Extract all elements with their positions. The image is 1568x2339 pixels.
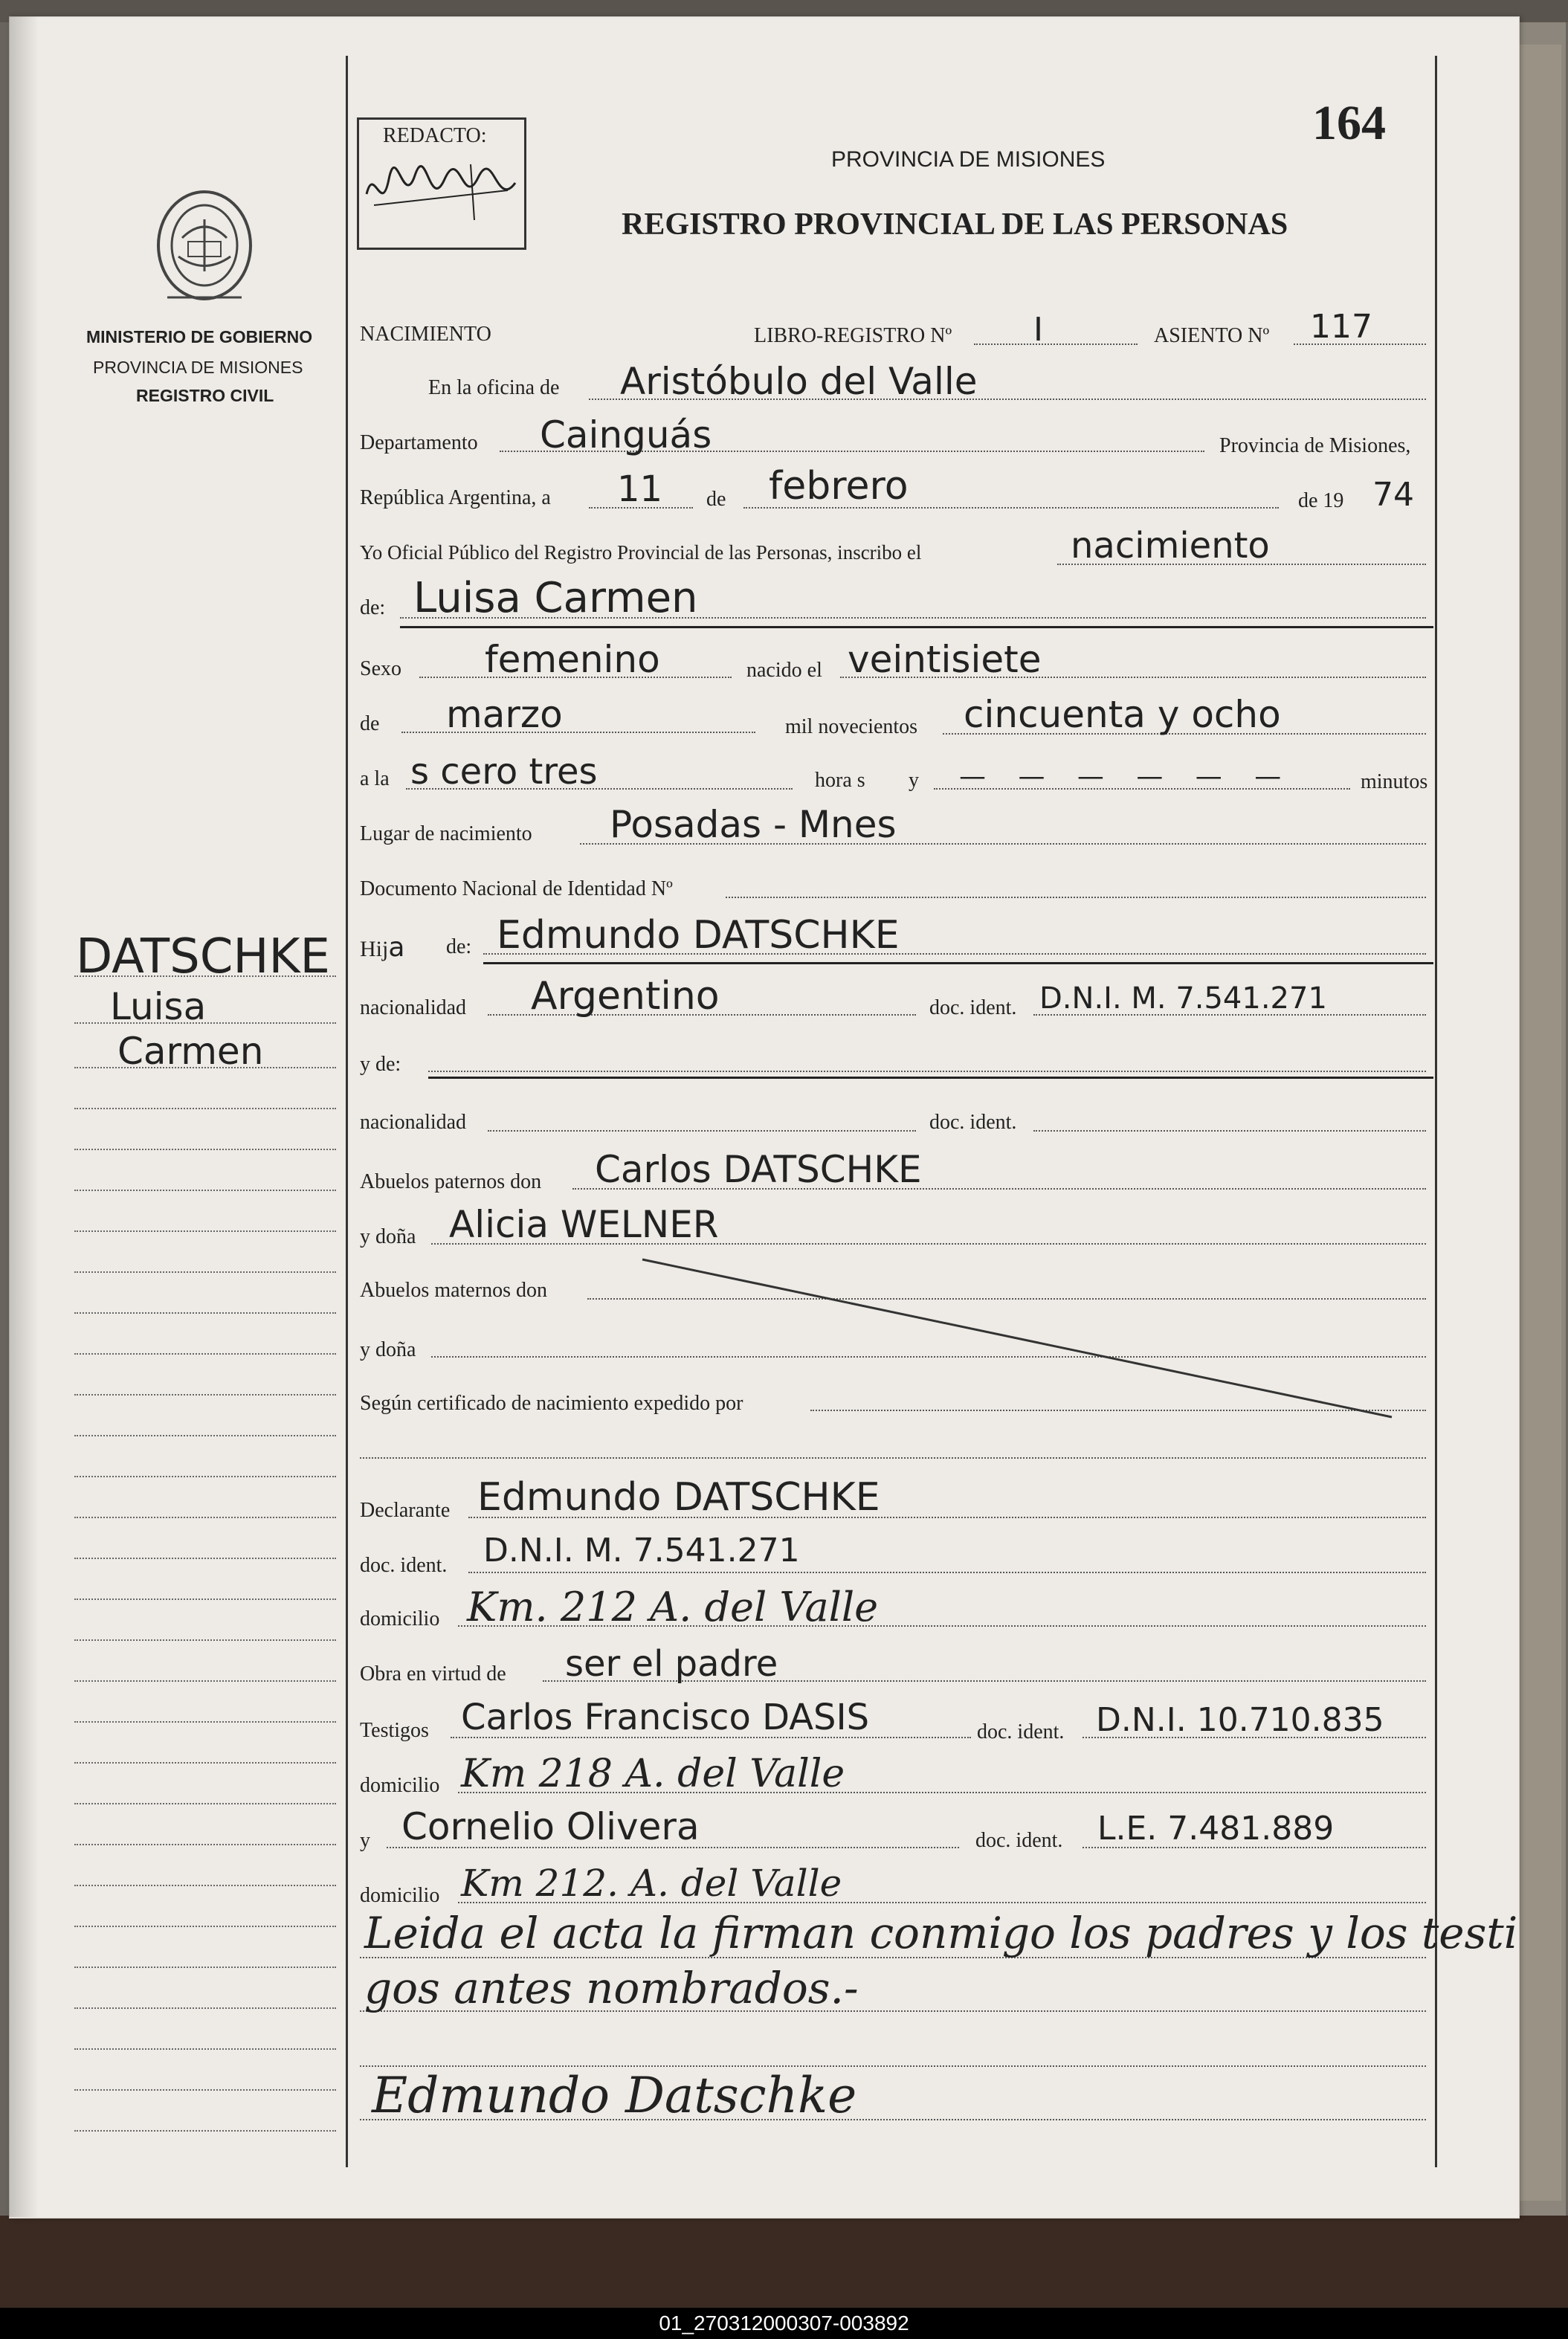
doc-declarante-value: D.N.I. M. 7.541.271	[483, 1532, 800, 1569]
hijo-de-label: de:	[446, 935, 472, 958]
margin-line	[74, 1312, 336, 1314]
margin-line	[74, 1067, 336, 1068]
testigo1-value: Carlos Francisco DASIS	[461, 1697, 870, 1738]
domicilio-declarante-value: Km. 212 A. del Valle	[467, 1584, 879, 1630]
anio-label: de 19	[1298, 489, 1344, 512]
nombre-de-label: de:	[360, 596, 386, 619]
ala-label: a la	[360, 767, 390, 790]
margin-line	[74, 2130, 336, 2132]
margin-line	[74, 1022, 336, 1024]
header-province: PROVINCIA DE MISIONES	[831, 147, 1106, 172]
firma-signature: Edmundo Datschke	[372, 2067, 857, 2124]
testigos-label: Testigos	[360, 1719, 429, 1742]
nacido-label: nacido el	[746, 659, 822, 682]
nacionalidad-padre-label: nacionalidad	[360, 996, 467, 1019]
hijo-suffix: a	[388, 932, 405, 963]
testigo2-dom-value: Km 212. A. del Valle	[461, 1862, 842, 1905]
asiento-value: 117	[1310, 308, 1372, 346]
page-number: 164	[1312, 96, 1386, 150]
testigo2-y-label: y	[360, 1829, 370, 1852]
testigo2-doc-label: doc. ident.	[975, 1829, 1063, 1852]
margin-line	[74, 1803, 336, 1804]
madre-label: y de:	[360, 1053, 401, 1076]
margin-line	[74, 1149, 336, 1150]
madre-underline	[428, 1077, 1433, 1079]
obra-label: Obra en virtud de	[360, 1662, 506, 1685]
hijo-label-text: Hij	[360, 937, 389, 961]
margin-line	[74, 1926, 336, 1927]
margin-line	[74, 1885, 336, 1886]
ministry-line3: REGISTRO CIVIL	[136, 386, 274, 405]
declarante-value: Edmundo DATSCHKE	[477, 1475, 880, 1520]
abuelos-mat-label: Abuelos maternos don	[360, 1279, 547, 1302]
y-min-label: y	[909, 769, 919, 792]
mes-value: febrero	[769, 464, 909, 509]
horas-label: hora s	[815, 769, 865, 792]
margin-line	[74, 1598, 336, 1600]
margin-line	[74, 2048, 336, 2050]
testigo2-value: Cornelio Olivera	[401, 1805, 700, 1848]
redacto-box	[357, 117, 526, 250]
leida-line2: gos antes nombrados.-	[364, 1963, 859, 2013]
abuelos-pat-label: Abuelos paternos don	[360, 1170, 542, 1193]
margin-line	[74, 1190, 336, 1191]
testigo2-doc-value: L.E. 7.481.889	[1097, 1810, 1335, 1848]
lugar-label: Lugar de nacimiento	[360, 822, 532, 845]
minutos-label: minutos	[1361, 770, 1428, 793]
doc-padre-label: doc. ident.	[929, 996, 1017, 1019]
minutos-value: — — — — — —	[959, 761, 1294, 792]
margin-name1: Luisa	[110, 985, 207, 1028]
madre-line	[428, 1071, 1426, 1072]
mil-label: mil novecientos	[785, 715, 918, 738]
margin-line	[74, 1639, 336, 1641]
sexo-label: Sexo	[360, 657, 401, 680]
margin-line	[74, 1435, 336, 1436]
ministry-line2: PROVINCIA DE MISIONES	[93, 358, 303, 377]
testigo2-dom-label: domicilio	[360, 1884, 440, 1907]
hijo-label	[360, 932, 404, 963]
oficina-value: Aristóbulo del Valle	[620, 360, 978, 403]
margin-line	[74, 975, 336, 977]
redacto-label: REDACTO:	[383, 124, 487, 147]
margin-line	[74, 1476, 336, 1477]
margin-line	[74, 2089, 336, 2091]
lugar-value: Posadas - Mnes	[610, 803, 897, 846]
margin-line	[74, 1517, 336, 1518]
margin-line	[74, 1967, 336, 1968]
mes-nac-value: marzo	[446, 693, 563, 736]
anio-value: 74	[1372, 476, 1414, 514]
segun-label: Según certificado de nacimiento expedido por	[360, 1392, 743, 1415]
spine-shadow	[9, 16, 39, 2217]
left-margin-rule	[346, 56, 348, 2167]
image-caption: 01_270312000307-003892	[659, 2311, 909, 2335]
header-registry: REGISTRO PROVINCIAL DE LAS PERSONAS	[622, 207, 1288, 242]
hora-value: s cero tres	[410, 751, 598, 793]
testigo1-doc-value: D.N.I. 10.710.835	[1096, 1701, 1384, 1739]
oficina-label: En la oficina de	[428, 376, 560, 399]
departamento-label: Departamento	[360, 431, 478, 454]
testigo1-doc-label: doc. ident.	[977, 1720, 1065, 1743]
nombre-value: Luisa Carmen	[413, 574, 698, 622]
margin-line	[74, 1394, 336, 1396]
abuela-pat-label: y doña	[360, 1225, 416, 1248]
domicilio-declarante-label: domicilio	[360, 1607, 440, 1630]
margin-line	[74, 1353, 336, 1355]
abuela-pat-value: Alicia WELNER	[449, 1203, 719, 1246]
margin-name2: Carmen	[117, 1030, 264, 1073]
obra-value: ser el padre	[565, 1643, 778, 1685]
libro-line	[974, 343, 1138, 345]
desk-background-bottom	[0, 2216, 1568, 2308]
province-seal-icon	[152, 186, 257, 305]
libro-value: I	[1033, 311, 1043, 349]
margin-line	[74, 1680, 336, 1682]
doc-madre-label: doc. ident.	[929, 1111, 1017, 1134]
abuela-mat-label: y doña	[360, 1338, 416, 1361]
oficial-label: Yo Oficial Público del Registro Provincial de las Personas, inscribo el	[360, 541, 922, 564]
margin-line	[74, 1558, 336, 1559]
margin-line	[74, 2007, 336, 2009]
padre-underline	[483, 962, 1433, 964]
margin-line	[74, 1271, 336, 1273]
padre-value: Edmundo DATSCHKE	[497, 913, 900, 958]
redacto-signature	[359, 149, 524, 239]
segun-line-2	[360, 1457, 1426, 1459]
asiento-label: ASIENTO Nº	[1154, 324, 1270, 347]
margin-surname: DATSCHKE	[76, 929, 330, 984]
nacionalidad-madre-label: nacionalidad	[360, 1111, 467, 1134]
book-edge-cloth	[1517, 45, 1561, 2201]
provincia-label: Provincia de Misiones,	[1219, 434, 1411, 457]
margin-line	[74, 1721, 336, 1723]
margin-line	[74, 1108, 336, 1109]
nombre-underline	[400, 626, 1433, 628]
margin-line	[74, 1230, 336, 1232]
declarante-label: Declarante	[360, 1499, 451, 1522]
anio-nac-value: cincuenta y ocho	[964, 693, 1281, 736]
testigo1-dom-value: Km 218 A. del Valle	[461, 1752, 845, 1796]
abuelo-pat-value: Carlos DATSCHKE	[595, 1148, 922, 1191]
sexo-value: femenino	[485, 638, 660, 681]
doc-declarante-label: doc. ident.	[360, 1554, 448, 1577]
margin-line	[74, 1844, 336, 1845]
dia-value: 11	[617, 468, 663, 510]
nacido-value: veintisiete	[848, 638, 1042, 681]
departamento-value: Cainguás	[540, 413, 712, 456]
testigo1-dom-label: domicilio	[360, 1774, 440, 1797]
nacionalidad-padre-value: Argentino	[531, 974, 720, 1019]
libro-label: LIBRO-REGISTRO Nº	[754, 324, 952, 347]
dni-label: Documento Nacional de Identidad Nº	[360, 877, 673, 900]
mes-nac-de-label: de	[360, 712, 380, 735]
leida-line1: Leida el acta la firman conmigo los padres y los testi	[364, 1908, 1518, 1958]
margin-line	[74, 1762, 336, 1764]
doc-declarante-line	[468, 1572, 1426, 1573]
void-strike-line	[632, 1249, 1450, 1442]
republica-label: República Argentina, a	[360, 486, 551, 509]
dni-line	[726, 897, 1426, 898]
form-type-label: NACIMIENTO	[360, 323, 491, 346]
nacionalidad-madre-line	[488, 1130, 916, 1132]
fecha-de-label: de	[706, 488, 726, 511]
doc-padre-value: D.N.I. M. 7.541.271	[1039, 981, 1327, 1016]
doc-madre-line	[1033, 1130, 1426, 1132]
right-margin-rule	[1435, 56, 1437, 2167]
ministry-line1: MINISTERIO DE GOBIERNO	[86, 327, 313, 346]
inscribo-value: nacimiento	[1071, 525, 1270, 567]
